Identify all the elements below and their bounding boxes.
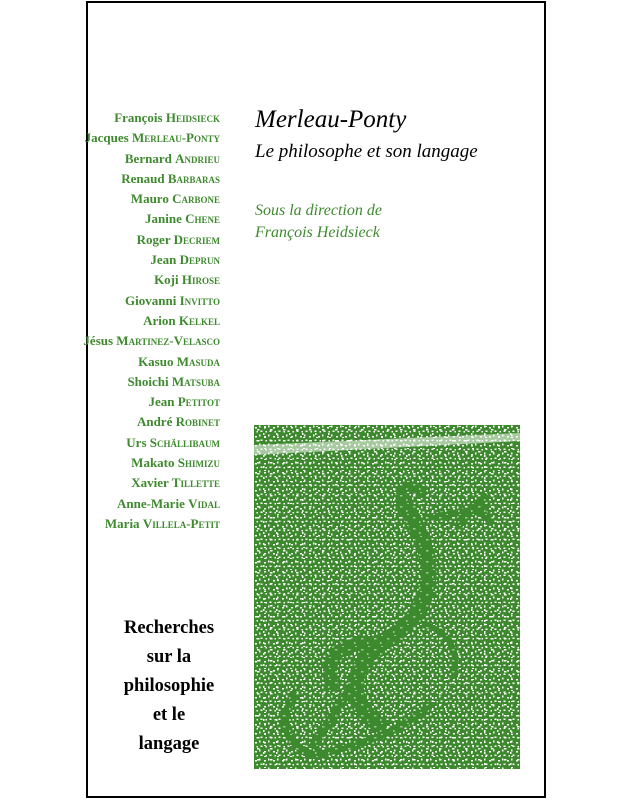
author-first-name: François	[114, 110, 163, 125]
author-entry	[83, 270, 220, 290]
author-first-name: Jésus	[83, 333, 114, 349]
book-title: Merleau-Ponty	[255, 106, 407, 133]
author-last-name: Invitto	[179, 292, 220, 308]
author-entry	[83, 230, 220, 250]
series-line-2: sur la	[146, 647, 192, 667]
author-first-name: Makato	[131, 455, 175, 471]
author-first-name: Bernard	[124, 150, 172, 166]
series-line-4: et le	[152, 705, 186, 725]
author-first-name: André	[136, 414, 173, 430]
author-first-name: Jacques	[84, 130, 129, 146]
series-line-1: Recherches	[123, 618, 215, 638]
author-first-name: Xavier	[131, 475, 169, 491]
author-first-name: Giovanni	[125, 292, 177, 308]
author-last-name: Robinet	[175, 414, 220, 430]
author-entry	[83, 209, 220, 229]
series-title	[114, 614, 224, 759]
author-entry	[83, 250, 220, 270]
series-line-5: langage	[138, 734, 200, 754]
author-first-name: Kasuo	[138, 353, 174, 369]
author-last-name: Carbone	[172, 191, 220, 207]
author-last-name: Shimizu	[177, 455, 220, 471]
author-entry	[83, 352, 220, 372]
author-last-name: Deprun	[179, 252, 220, 268]
author-last-name: Hirose	[181, 272, 220, 288]
author-last-name: Schällibaum	[149, 434, 220, 450]
author-entry	[83, 149, 220, 169]
author-last-name: Petitot	[177, 394, 220, 410]
editor-credit-line-1: Sous la direction de	[255, 202, 382, 219]
author-entry	[83, 108, 220, 128]
author-last-name: Heidsieck	[165, 110, 220, 125]
author-last-name: Matsuba	[171, 373, 220, 389]
author-first-name: Koji	[154, 272, 179, 288]
author-last-name: Tillette	[171, 475, 220, 491]
author-last-name: Masuda	[176, 353, 220, 369]
author-first-name: Arion	[143, 312, 176, 328]
author-entry	[83, 331, 220, 351]
author-last-name: Merleau-Ponty	[131, 130, 220, 146]
author-first-name: Jean	[148, 394, 175, 410]
author-entry	[83, 189, 220, 209]
author-first-name: Anne-Marie	[116, 495, 185, 511]
book-subtitle: Le philosophe et son langage	[255, 141, 478, 162]
author-first-name: Urs	[126, 434, 147, 450]
author-entry	[83, 412, 220, 432]
author-first-name: Shoichi	[127, 373, 169, 389]
author-entry	[83, 372, 220, 392]
author-last-name: Martinez-Velasco	[116, 333, 220, 349]
series-line-3: philosophie	[123, 676, 215, 696]
author-entry	[83, 392, 220, 412]
mosaic-serpent-image	[254, 425, 520, 769]
author-first-name: Janine	[145, 211, 182, 227]
author-list	[83, 108, 220, 534]
author-entry	[83, 291, 220, 311]
author-entry	[83, 433, 220, 453]
author-first-name: Jean	[150, 252, 177, 268]
author-first-name: Mauro	[130, 191, 169, 207]
cover-illustration	[254, 425, 520, 769]
author-last-name: Vidal	[188, 495, 220, 511]
author-first-name: Renaud	[121, 170, 165, 186]
author-entry	[83, 128, 220, 148]
author-last-name: Chene	[185, 211, 220, 227]
author-first-name: Roger	[136, 231, 171, 247]
author-last-name: Villela-Petit	[142, 515, 220, 531]
author-last-name: Kelkel	[178, 312, 220, 328]
author-last-name: Barbaras	[167, 170, 220, 186]
author-first-name: Maria	[104, 515, 140, 531]
author-entry	[83, 473, 220, 493]
title-block	[255, 104, 478, 166]
author-entry	[83, 494, 220, 514]
editor-credit	[255, 200, 382, 244]
author-entry	[83, 453, 220, 473]
author-last-name: Andrieu	[175, 150, 220, 166]
author-entry	[83, 169, 220, 189]
author-entry	[83, 311, 220, 331]
author-entry	[83, 514, 220, 534]
editor-credit-line-2: François Heidsieck	[255, 224, 380, 241]
author-last-name: Decriem	[173, 231, 220, 247]
